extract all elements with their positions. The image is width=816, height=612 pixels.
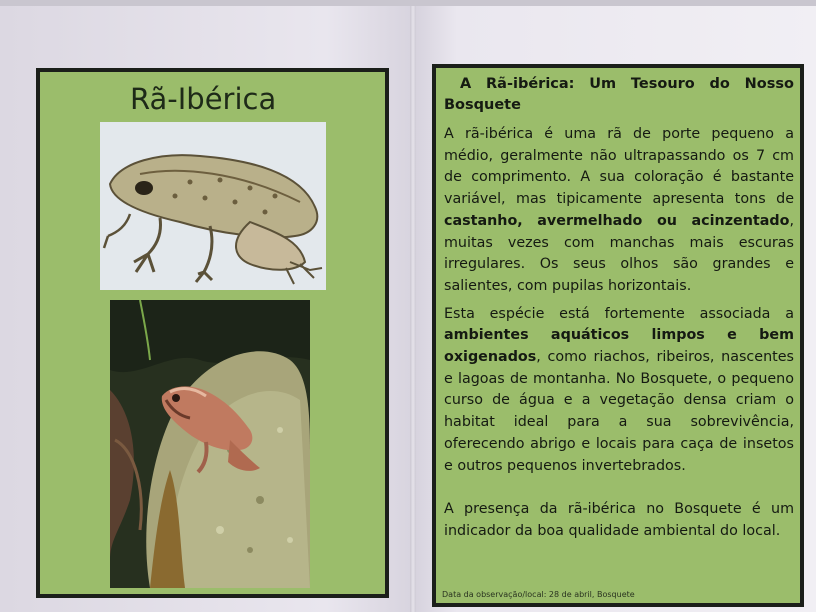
paragraph-text: A rã-ibérica é uma rã de porte pequeno a médio, geralmente não ultrapassando os 7 cm de comprimento. A sua coloração é bastante variável, mas tipicamente apresenta tons de [444,126,794,208]
folded-paper [0,6,816,612]
left-panel [36,68,389,598]
paragraph-text: , como riachos, ribeiros, nascentes e lagoas de montanha. No Bosquete, o pequeno curso de água e a vegetação densa criam o habitat ideal para a sua sobrevivência, oferecendo abrigo e locais para caça de insetos e outros pequenos invertebrados. [444,349,794,474]
frog-drawing-icon [100,122,326,290]
paragraph-conclusion: A presença da rã-ibérica no Bosquete é um indicador da boa qualidade ambiental do local. [444,501,794,539]
paragraph-text: , muitas vezes com manchas mais escuras irregulares. Os seus olhos são grandes e salientes, com pupilas horizontais. [444,212,794,294]
paragraph-emphasis: castanho, avermelhado ou acinzentado [444,212,790,229]
paragraph-emphasis: ambientes aquáticos limpos e bem oxigenados [444,327,794,366]
observation-footnote: Data da observação/local: 28 de abril, Bosquete [442,590,635,599]
frog-photo-image [110,300,310,588]
panel-title: Rã-Ibérica [130,82,277,116]
paper-fold [410,6,416,612]
article-heading: A Rã-ibérica: Um Tesouro do Nosso Bosquete [444,76,794,113]
right-panel [432,64,804,607]
frog-photo-icon [110,300,310,588]
paragraph-habitat [444,304,794,478]
paragraph-description [444,124,794,298]
frog-drawing-image [100,122,326,290]
paragraph-text: Esta espécie está fortemente associada a [444,305,794,322]
article [444,74,794,549]
